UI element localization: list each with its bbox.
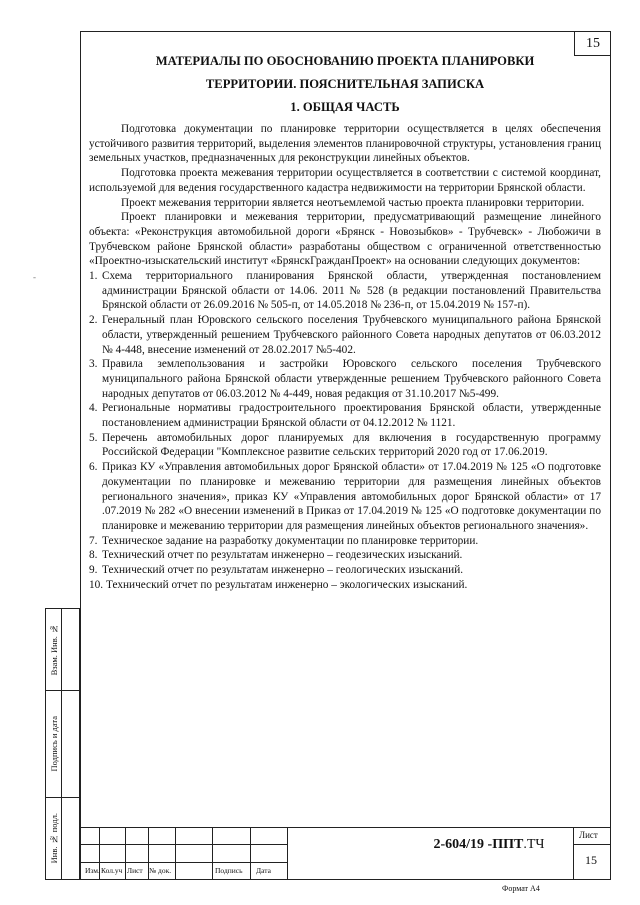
col-koluch: Кол.уч (101, 866, 123, 875)
document-body (89, 50, 601, 593)
margin-mark: - (33, 272, 36, 282)
list-item: 2. Генеральный план Юровского сельского поселения Трубчевского муниципального района Брянской области, утвержденный решением Трубчевского районного Совета народных депутатов от 06.03.2012 № 4-448, внесение изменений от 28.02.2017 №5-402. (89, 314, 601, 356)
col-list: Лист (127, 866, 143, 875)
paragraph: Подготовка документации по планировке территории осуществляется в целях обеспечения устойчивого развития территорий, выделения элементов планировочной структуры, установления границ земельных участков, предназначенных для реконструкции линейных объектов. (89, 123, 601, 165)
stamp-label-podpis: Подпись и дата (48, 716, 59, 772)
list-item: 10. Технический отчет по результатам инженерно – экологических изысканий. (89, 578, 468, 591)
sheet-number: 15 (585, 853, 597, 867)
list-item: 7. Техническое задание на разработку документации по планировке территории. (89, 534, 479, 547)
col-ndok: № док. (149, 866, 172, 875)
document-title-line-2: ТЕРРИТОРИИ. ПОЯСНИТЕЛЬНАЯ ЗАПИСКА (205, 77, 485, 91)
list-item: 9. Технический отчет по результатам инженерно – геологических изысканий. (89, 564, 464, 577)
sheet-label: Лист (579, 830, 598, 840)
documents-list (89, 269, 601, 592)
stamp-label-vzam: Взам. Инв. № (48, 623, 59, 676)
section-title: 1. ОБЩАЯ ЧАСТЬ (290, 100, 400, 114)
list-item: 3. Правила землепользования и застройки Юровского сельского поселения Трубчевского муниципального района Брянской области утвержденные решением Трубчевского районного Совета народных депутатов от 06.03.2012 № 4-449, новая редакция от 31.10.2017 №5-499. (89, 358, 601, 400)
paragraph: Подготовка проекта межевания территории осуществляется в соответствии с системой координат, используемой для ведения государственного кадастра недвижимости на территории Брянской области. (89, 167, 601, 194)
left-stamp (45, 608, 80, 880)
list-item: 4. Региональные нормативы градостроительного проектирования Брянской области, утвержденные постановлением администрации Брянской области от 04.12.2012 № 1121. (89, 402, 601, 430)
page-number-box: 15 (574, 31, 611, 56)
col-izm: Изм. (85, 866, 100, 875)
col-data: Дата (256, 866, 271, 875)
list-item: 8. Технический отчет по результатам инженерно – геодезических изысканий. (89, 549, 463, 562)
document-code: 2-604/19 -ППТ.ТЧ (433, 837, 545, 852)
format-label: Формат А4 (502, 884, 540, 893)
paragraph: Проект межевания территории является неотъемлемой частью проекта планировки территории. (121, 196, 585, 209)
paragraph: Проект планировки и межевания территории, предусматривающий размещение линейного объекта: «Реконструкция автомобильной дороги «Брянск - Новозыбков» - Трубчевск» - Любожичи в Трубчевском районе Брянской области» разработаны обществом с ограниченной ответственностью «Проектно-изыскательский институт «БрянскГражданПроект» на основании следующих документов: (89, 211, 601, 268)
stamp-label-inv: Инв. № подл. (48, 813, 59, 864)
stamp-row-vzam (45, 608, 80, 691)
stamp-row-podpis (45, 690, 80, 798)
list-item: 5. Перечень автомобильных дорог планируемых для включения в государственную программу Российской Федерации "Комплексное развитие сельских территорий 2020 год от 17.06.2019. (89, 431, 601, 459)
list-item: 1. Схема территориального планирования Брянской области, утвержденная постановлением администрации Брянской области от 14.06. 2011 № 528 (в редакции постановлений Правительства Брянской области от 26.09.2016 № 505-п, от 14.05.2018 № 236-п, от 15.04.2019 № 157-п). (89, 270, 601, 312)
col-podpis: Подпись (215, 866, 243, 875)
document-title-line-1: МАТЕРИАЛЫ ПО ОБОСНОВАНИЮ ПРОЕКТА ПЛАНИРОВКИ (155, 54, 535, 68)
stamp-row-inv (45, 797, 80, 880)
list-item: 6. Приказ КУ «Управления автомобильных дорог Брянской области» от 17.04.2019 № 125 «О подготовке документации по планировке и межеванию территории для размещения линейных объектов регионального значения», приказ КУ «Управления автомобильных дорог Брянской области» от 17 .07.2019 № 282 «О внесении изменений в Приказ от 17.04.2019 № 125 «О подготовке документации по планировке и межеванию территории для размещения линейных объектов регионального значения». (89, 461, 601, 532)
